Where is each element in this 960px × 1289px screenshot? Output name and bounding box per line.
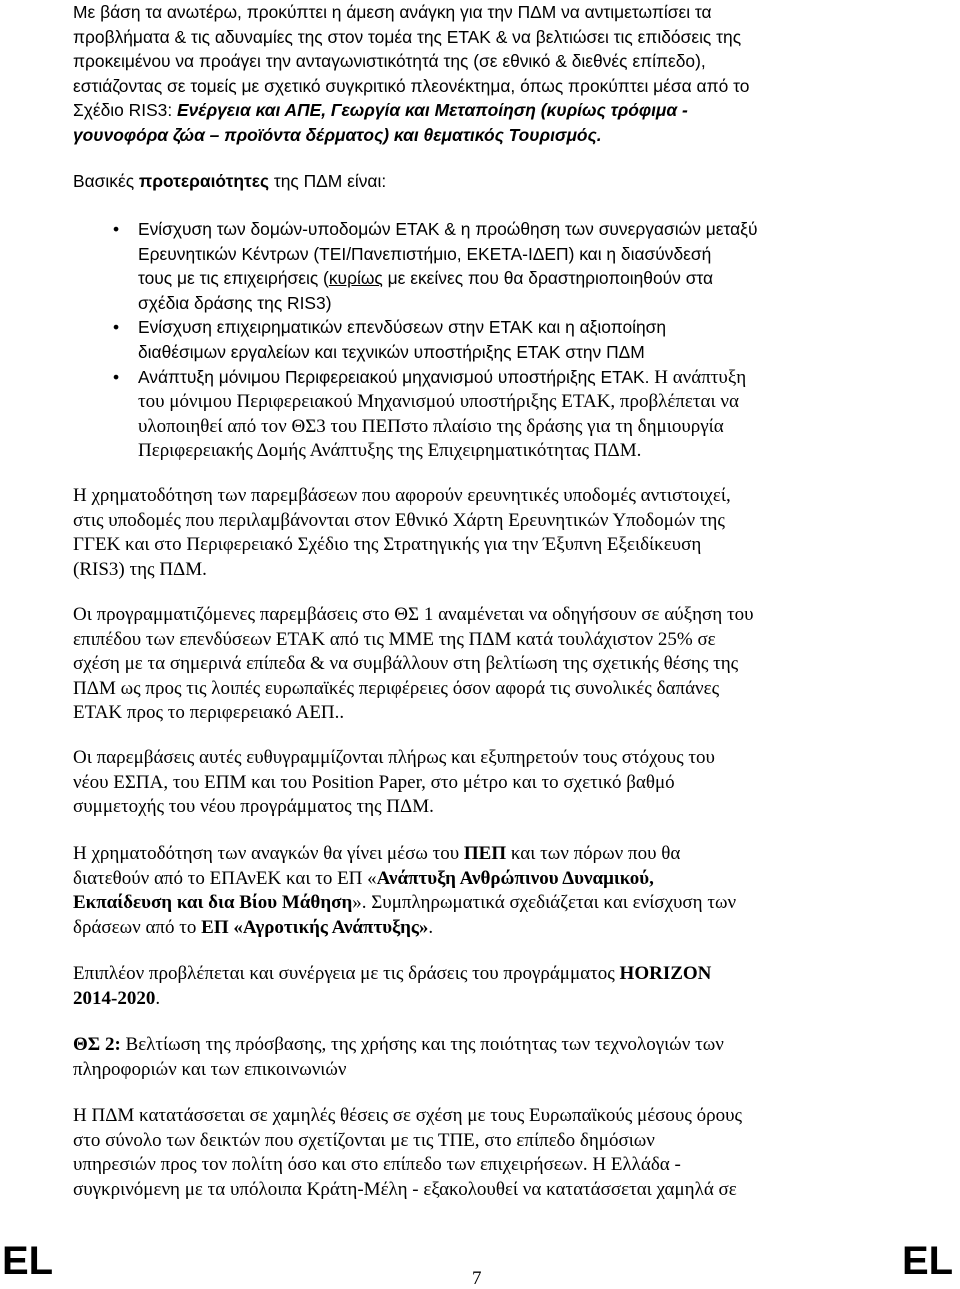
paragraph-line [73, 962, 853, 987]
paragraph-text: δράσεων από το [73, 916, 202, 938]
list-item-text: με εκείνες που θα δραστηριοποιηθούν στα [382, 268, 714, 289]
intro-line [73, 98, 833, 123]
footer-language-right: EL [902, 1239, 954, 1283]
paragraph-line: ΕΤΑΚ προς το περιφερειακό ΑΕΠ.. [73, 702, 345, 724]
ts2-paragraph [73, 1033, 853, 1082]
paragraph-line: ΓΓΕΚ και στο Περιφερειακό Σχέδιο της Στρατηγικής για την Έξυπνη Εξειδίκευση [73, 534, 702, 556]
intro-line: προβλήματα & τις αδυναμίες της στον τομέα της ΕΤΑΚ & να βελτιώσει τις επιδόσεις της [73, 26, 742, 47]
list-item-line: υλοποιηθεί από τον ΘΣ3 του ΠΕΠστο πλαίσιο της δράσης για τη δημιουργία [138, 415, 724, 437]
paragraph-emphasis: Ανάπτυξη Ανθρώπινου Δυναμικού, [376, 867, 654, 889]
paragraph-line: συμμετοχής του νέου προγράμματος της ΠΔΜ. [73, 796, 434, 818]
intro-line: εστιάζοντας σε τομείς με σχετικό συγκριτικό πλεονέκτημα, όπως προκύπτει μέσα από το [73, 75, 750, 96]
priorities-heading [73, 169, 833, 194]
page-number: 7 [472, 1268, 482, 1289]
bullet-icon: • [113, 219, 120, 239]
paragraph-line [73, 916, 853, 941]
paragraph-line: σχέση με τα σημερινά επίπεδα & να συμβάλλουν στη βελτίωση της σχετικής θέσης της [73, 653, 739, 675]
list-item-line: Ενίσχυση επιχειρηματικών επενδύσεων στην ΕΤΑΚ και η αξιοποίηση [138, 317, 667, 338]
list-item-line [138, 365, 833, 391]
list-item-text: Ανάπτυξη μόνιμου Περιφερειακού μηχανισμού υποστήριξης ΕΤΑΚ. [138, 366, 650, 387]
list-item-line: Ενίσχυση των δομών-υποδομών ΕΤΑΚ & η προώθηση των συνεργασιών μεταξύ [138, 219, 758, 239]
paragraph-emphasis: ΘΣ 2: [73, 1034, 121, 1055]
list-item [73, 365, 833, 464]
list-item-line: Ερευνητικών Κέντρων (ΤΕΙ/Πανεπιστήμιο, ΕΚΕΤΑ-ΙΔΕΠ) και η διασύνδεσή [138, 243, 712, 264]
priorities-text: Βασικές [73, 171, 139, 191]
paragraph-text: ». Συμπληρωματικά σχεδιάζεται και ενίσχυση των [352, 892, 737, 914]
list-item-line: Περιφερειακής Δομής Ανάπτυξης της Επιχειρηματικότητας ΠΔΜ. [138, 440, 642, 462]
paragraph-line: Οι παρεμβάσεις αυτές ευθυγραμμίζονται πλήρως και εξυπηρετούν τους στόχους του [73, 747, 715, 768]
ranking-paragraph [73, 1104, 853, 1202]
intro-line: γουνοφόρα ζώα – προϊόντα δέρματος) και θεματικός Τουρισμός. [73, 124, 602, 145]
paragraph-line: υπηρεσιών προς τον πολίτη όσο και στο επίπεδο των επιχειρήσεων. Η Ελλάδα - [73, 1154, 681, 1176]
intro-line: προκειμένου να προάγει την ανταγωνιστικότητά της (σε εθνικό & διεθνές επίπεδο), [73, 51, 706, 72]
paragraph-line: στις υποδομές που περιλαμβάνονται στον Εθνικό Χάρτη Ερευνητικών Υποδομών της [73, 509, 725, 531]
alignment-paragraph [73, 746, 853, 820]
paragraph-line [73, 867, 853, 892]
footer-language-left: EL [2, 1239, 54, 1283]
list-item-line: διαθέσιμων εργαλείων και τεχνικών υποστήριξης ΕΤΑΚ στην ΠΔΜ [138, 341, 645, 362]
intro-emphasis: Ενέργεια και ΑΠΕ, Γεωργία και Μεταποίηση (κυρίως τρόφιμα - [177, 100, 688, 121]
list-item-text: Η ανάπτυξη [649, 366, 747, 388]
paragraph-text: Η χρηματοδότηση των αναγκών θα γίνει μέσω του [73, 843, 464, 864]
paragraph-line [73, 987, 853, 1012]
paragraph-line: Οι προγραμματιζόμενες παρεμβάσεις στο ΘΣ 1 αναμένεται να οδηγήσουν σε αύξηση του [73, 604, 754, 625]
funding-paragraph [73, 484, 853, 582]
priorities-text: της ΠΔΜ είναι: [269, 171, 387, 191]
intro-line: Με βάση τα ανωτέρω, προκύπτει η άμεση ανάγκη για την ΠΔΜ να αντιμετωπίσει τα [73, 2, 712, 22]
paragraph-text: και των πόρων που θα [506, 843, 681, 864]
paragraph-text: . [428, 916, 434, 938]
bullet-icon: • [113, 366, 120, 387]
paragraph-text: Βελτίωση της πρόσβασης, της χρήσης και της ποιότητας των τεχνολογιών των [120, 1034, 724, 1055]
paragraph-emphasis: ΕΠ «Αγροτικής Ανάπτυξης» [201, 916, 429, 938]
paragraph-line: συγκρινόμενη με τα υπόλοιπα Κράτη-Μέλη - εξακολουθεί να κατατάσσεται χαμηλά σε [73, 1178, 737, 1200]
paragraph-line: (RIS3) της ΠΔΜ. [73, 558, 207, 580]
paragraph-text: . [155, 987, 161, 1009]
paragraph-line: πληροφοριών και των επικοινωνιών [73, 1058, 347, 1080]
paragraph-text: διατεθούν από το ΕΠΑνΕΚ και το ΕΠ « [73, 867, 377, 889]
paragraph-line [73, 842, 853, 867]
intro-text: Σχέδιο RIS3: [73, 100, 178, 121]
priorities-list [73, 217, 833, 464]
bullet-icon: • [113, 317, 120, 338]
paragraph-line [73, 891, 853, 916]
list-item-line [138, 266, 833, 291]
paragraph-line: Η ΠΔΜ κατατάσσεται σε χαμηλές θέσεις σε σχέση με τους Ευρωπαϊκούς μέσους όρους [73, 1105, 743, 1126]
horizon-paragraph [73, 962, 853, 1011]
list-item-line: σχέδια δράσης της RIS3) [138, 292, 332, 313]
intro-paragraph [73, 0, 833, 148]
paragraph-emphasis: HORIZON [619, 963, 712, 984]
list-item-line: του μόνιμου Περιφερειακού Μηχανισμού υποστήριξης ΕΤΑΚ, προβλέπεται να [138, 391, 739, 413]
needs-paragraph [73, 842, 853, 940]
list-item [73, 217, 833, 315]
paragraph-line: νέου ΕΣΠΑ, του ΕΠΜ και του Position Paper, στο μέτρο και το σχετικό βαθμό [73, 771, 675, 793]
paragraph-line: ΠΔΜ ως προς τις λοιπές ευρωπαϊκές περιφέρειες όσον αφορά τις συνολικές δαπάνες [73, 677, 720, 699]
list-item-underlined: κυρίως [328, 268, 383, 289]
paragraph-line: στο σύνολο των δεικτών που σχετίζονται με τις ΤΠΕ, στο επίπεδο δημόσιων [73, 1129, 655, 1151]
priorities-emphasis: προτεραιότητες [138, 171, 270, 191]
paragraph-line: επιπέδου των επενδύσεων ΕΤΑΚ από τις ΜΜΕ της ΠΔΜ κατά τουλάχιστον 25% σε [73, 628, 716, 650]
paragraph-emphasis: Εκπαίδευση και δια Βίου Μάθηση [73, 892, 353, 914]
paragraph-emphasis: ΠΕΠ [463, 843, 507, 864]
planned-paragraph [73, 603, 853, 726]
list-item-text: τους με τις επιχειρήσεις ( [138, 268, 329, 289]
paragraph-text: Επιπλέον προβλέπεται και συνέργεια με τις δράσεις του προγράμματος [73, 963, 620, 984]
paragraph-line: Η χρηματοδότηση των παρεμβάσεων που αφορούν ερευνητικές υποδομές αντιστοιχεί, [73, 485, 731, 506]
list-item [73, 315, 833, 364]
paragraph-emphasis: 2014-2020 [73, 987, 156, 1009]
paragraph-line [73, 1033, 853, 1058]
